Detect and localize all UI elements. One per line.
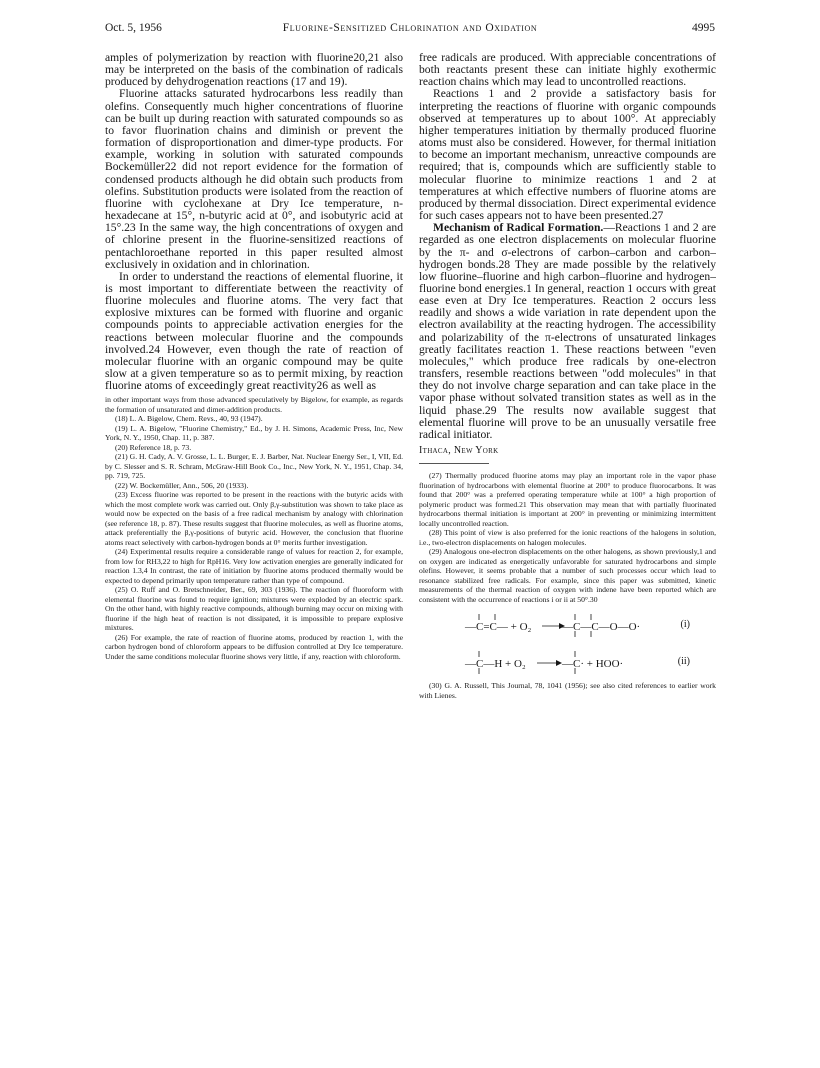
footnote: (25) O. Ruff and O. Bretschneider, Ber., 69, 303 (1936). The reaction of fluoroform with elemental fluorine was found to require ignition; mixtures were exploded by an electric spark. On the other hand, with highly reactive compounds, although burning may occur on mixing with fluorine if the high heat of reaction is not dissipated, it is impossible to prepare explosive mixtures. bbox=[105, 585, 403, 633]
running-title: Fluorine-Sensitized Chlorination and Oxidation bbox=[282, 22, 538, 34]
section-text: —Reactions 1 and 2 are regarded as one electron displacements on molecular fluorine by the π- and σ-electrons of carbon–carbon and carbon–hydrogen bonds.28 They are made possible by the relatively low fluorine–fluorine and high carbon–fluorine and hydrogen–fluorine bond energies.1 In general, reaction 1 occurs with great ease even at Dry Ice temperatures. Reaction 2 occurs less readily and shows a wide variation in rate dependent upon the electron availability at the reacting hydrogen. The accessibility and polarizability of the π-electrons of unsaturated linkages greatly facilitates reaction 1. These reactions between "even molecules," which produce free radicals by one-electron transfers, resemble reactions between "odd molecules" in that they do not involve charge separation and can take place in the vapor phase without solvated transition states as well as in the liquid phase.29 The results now available suggest that elemental fluorine will prove to be an unusually versatile free radical initiator. bbox=[419, 221, 716, 441]
footnote: (26) For example, the rate of reaction of fluorine atoms, produced by reaction 1, with the carbon hydrogen bond of chloroform appears to be diffusion controlled at Dry Ice temperature. Under the same conditions molecular fluorine shows very little, if any, reaction with chloroform. bbox=[105, 632, 403, 661]
left-column bbox=[105, 52, 403, 661]
paragraph bbox=[419, 222, 716, 441]
footnote: (19) L. A. Bigelow, "Fluorine Chemistry," Ed., by J. H. Simons, Academic Press, Inc, New York, N. Y., 1950, Chap. 11, p. 387. bbox=[105, 423, 403, 443]
footnote-rule bbox=[419, 463, 489, 464]
right-body-text bbox=[419, 52, 716, 441]
issue-date: Oct. 5, 1956 bbox=[105, 22, 162, 34]
paragraph: free radicals are produced. With appreciable concentrations of both reactants present these can initiate highly exothermic reaction chains which may lead to uncontrolled reactions. bbox=[419, 52, 716, 89]
footnote: (24) Experimental results require a considerable range of values for reaction 2, for example, from low for RH3,22 to high for RpH16. Very low activation energies are generally indicated for reaction 1.3,4 In contrast, the rate of initiation by fluorine atoms produced thermally would be expected to depend primarily upon temperature rather than type of compound. bbox=[105, 547, 403, 585]
paragraph: Fluorine attacks saturated hydrocarbons less readily than olefins. Consequently much higher concentrations of fluorine can be built up during reaction with saturated compounds so as to favor fluorination chains and diminish or prevent the formation of disproportionation and dimer-type products. For example, working in solution with saturated compounds Bockemüller22 did not report evidence for the formation of condensed products although he did obtain such products from olefins. Substitution products were isolated from the reaction of fluorine with cyclohexane at Dry Ice temperature, n-hexadecane at 15°, n-butyric acid at 0°, and isobutyric acid at 15°.23 In the same way, the high concentrations of oxygen and of chlorine present in the fluorine-sensitized reactions of pentachloroethane reported in this paper resulted almost exclusively in oxidation and in chlorination. bbox=[105, 87, 403, 271]
equation-ii-figure bbox=[419, 644, 716, 678]
section-heading: Mechanism of Radical Formation. bbox=[433, 221, 604, 235]
footnote: in other important ways from those advanced speculatively by Bigelow, for example, as regards the formation of unsaturated and dimer-addition products. bbox=[105, 395, 403, 414]
paragraph: Reactions 1 and 2 provide a satisfactory basis for interpreting the reactions of fluorine with organic compounds observed at temperatures up to about 100°. At appreciably higher temperatures initiation by thermally produced fluorine atoms must also be considered. However, for thermal initiation to become an important mechanism, unreactive compounds are required; that is, compounds which are sufficiently stable to molecular fluorine to minimize reactions 1 and 2 at temperatures at which effective numbers of fluorine atoms are produced by thermal dissociation. Direct experimental evidence for such cases appears not to have been presented.27 bbox=[419, 87, 716, 223]
footnote: (29) Analogous one-electron displacements on the other halogens, as shown previously,1 and on oxygen are indicated as energetically unfavorable for saturated hydrocarbons and simple olefins. However, it seems probable that a number of such processes occur which lead to resonance stabilized free radicals. For example, since this paper was submitted, kinetic measurements of the thermal reaction of oxygen with indene have been reported which are consistent with the occurrence of reactions i or ii at 50°.30 bbox=[419, 547, 716, 604]
right-footnotes bbox=[419, 471, 716, 604]
equation-lhs: —C—H + O₂ bbox=[465, 658, 526, 670]
footnote: (20) Reference 18, p. 73. bbox=[115, 442, 192, 452]
equation-i-figure bbox=[419, 607, 716, 641]
author-location: Ithaca, New York bbox=[419, 445, 499, 456]
page-number: 4995 bbox=[692, 22, 715, 34]
equation-label: (ii) bbox=[677, 656, 690, 667]
right-footnote-30 bbox=[419, 681, 716, 700]
footnote: (22) W. Bockemüller, Ann., 506, 20 (1933). bbox=[115, 480, 249, 490]
footnote: (27) Thermally produced fluorine atoms may play an important role in the vapor phase fluorination of hydrocarbons with elemental fluorine at 200° to produce fluorocarbons. It was found that 200° was a preferred operating temperature while at 100° a high proportion of polymeric product was formed.21 This observation may mean that with partially fluorinated hydrocarbons thermal initiation is important at 200° in preventing or minimizing intermittent locally uncontrolled reaction. bbox=[419, 471, 716, 528]
equation-i bbox=[419, 607, 716, 641]
equation-ii bbox=[419, 644, 716, 678]
equation-rhs: —C· + HOO· bbox=[562, 658, 624, 670]
footnote: (23) Excess fluorine was reported to be present in the reactions with the butyric acids with which the most complete work was carried out. Only β,γ-substitution was shown to take place as would now be expected on the basis of a free radical mechanism by analogy with chlorination (see reference 18, p. 87). These results suggest that fluorine molecules, as well as fluorine atoms, attack preferentially the β,γ-positions of butyric acid. However, the conclusion that fluorine atoms react selectively with carbon-hydrogen bonds at 0° merits further investigation. bbox=[105, 490, 403, 547]
running-header bbox=[105, 22, 715, 38]
footnote: (21) G. H. Cady, A. V. Grosse, L. L. Burger, E. J. Barber, Nat. Nuclear Energy Ser., I, VII, Ed. by C. Slesser and S. R. Schram, McGraw-Hill Book Co., Inc., New York, N. Y., 1951, Chap. 34, pp. 719, 725. bbox=[105, 452, 403, 481]
left-footnotes bbox=[105, 395, 403, 661]
equation-label: (i) bbox=[680, 619, 690, 630]
footnote: (18) L. A. Bigelow, Chem. Revs., 40, 93 (1947). bbox=[115, 414, 263, 424]
left-body-text bbox=[105, 52, 403, 392]
equation-rhs: —C—C—O—O· bbox=[562, 621, 641, 633]
equation-lhs: —C=C— + O₂ bbox=[465, 621, 532, 633]
paragraph: amples of polymerization by reaction with fluorine20,21 also may be interpreted on the basis of the combination of radicals produced by dehydrogenation reactions (17 and 19). bbox=[105, 52, 403, 89]
right-column bbox=[419, 52, 716, 700]
footnote: (28) This point of view is also preferred for the ionic reactions of the halogens in solution, i.e., two-electron displacements on halogen molecules. bbox=[419, 528, 716, 547]
paragraph: In order to understand the reactions of elemental fluorine, it is most important to differentiate between the reactivity of fluorine molecules and fluorine atoms. The very fact that explosive mixtures can be formed with fluorine and organic compounds points to appreciable activation energies for the reactions between molecular fluorine and the compounds involved.24 However, even though the rate of reaction of molecular fluorine with an organic compound may be quite slow at a given temperature so as to permit mixing, by reaction fluorine atoms of exceedingly great reactivity26 as well as bbox=[105, 269, 403, 393]
footnote: (30) G. A. Russell, This Journal, 78, 1041 (1956); see also cited references to earlier work with Lienes. bbox=[419, 681, 716, 700]
